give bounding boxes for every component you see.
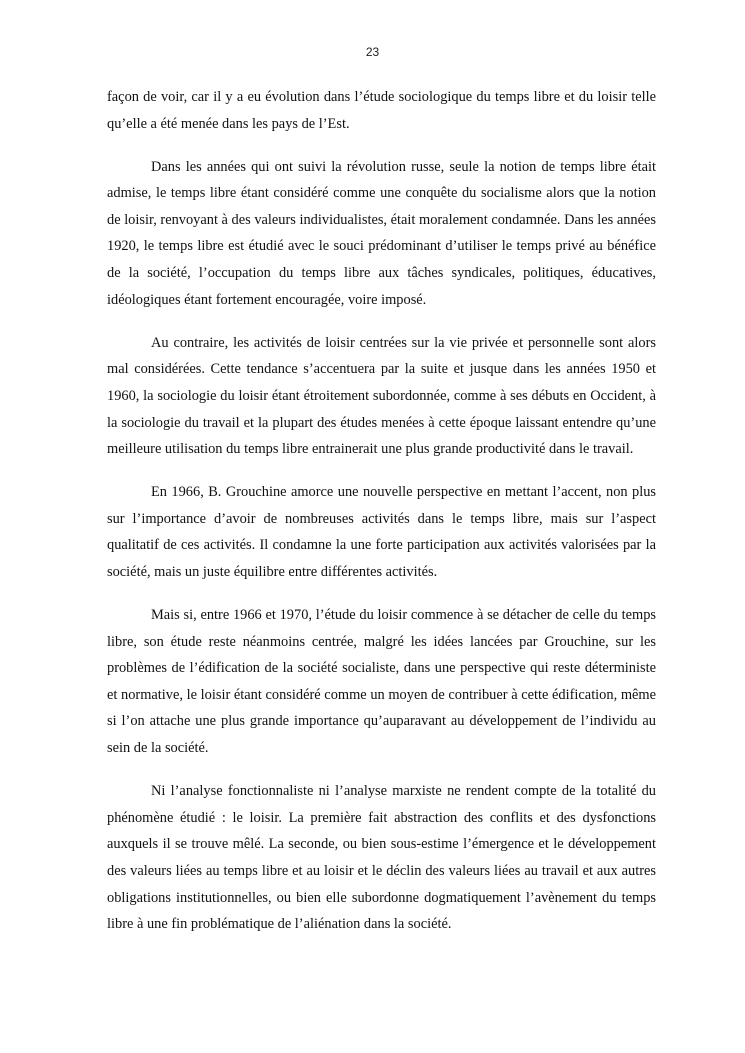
paragraph: Au contraire, les activités de loisir centrées sur la vie privée et personnelle sont alors mal considérées. Cette tendance s’accentuera par la suite et jusque dans les années 1950 et 1960, la sociologie du loisir étant étroitement subordonnée, comme à ses débuts en Occident, à la sociologie du travail et la plupart des études menées à cette époque laissant entendre qu’une meilleure utilisation du temps libre entrainerait une plus grande productivité dans le travail. (107, 334, 656, 458)
paragraph: Dans les années qui ont suivi la révolution russe, seule la notion de temps libre était admise, le temps libre étant considéré comme une conquête du socialisme alors que la notion de loisir, renvoyant à des valeurs individualistes, était moralement condamnée. Dans les années 1920, le temps libre est étudié avec le souci prédominant d’utiliser le temps privé au bénéfice de la société, l’occupation du temps libre aux tâches syndicales, politiques, éducatives, idéologiques étant fortement encouragée, voire imposé. (107, 158, 656, 308)
paragraph: Mais si, entre 1966 et 1970, l’étude du loisir commence à se détacher de celle du temps libre, son étude reste néanmoins centrée, malgré les idées lancées par Grouchine, sur les problèmes de l’édification de la société socialiste, dans une perspective qui reste déterministe et normative, le loisir étant considéré comme un moyen de contribuer à cette édification, même si l’on attache une plus grande importance qu’auparavant au développement de l’individu au sein de la société. (107, 607, 656, 757)
paragraph: Ni l’analyse fonctionnaliste ni l’analyse marxiste ne rendent compte de la totalité du phénomène étudié : le loisir. La première fait abstraction des conflits et des dysfonctions auxquels il se trouve mêlé. La seconde, ou bien sous-estime l’émergence et le développement des valeurs liées au temps libre et au loisir et le déclin des valeurs liées au travail et aux autres obligations institutionnelles, ou bien elle subordonne dogmatiquement l’avènement du temps libre à une fin problématique de l’aliénation dans la société. (107, 783, 656, 933)
body-text (107, 84, 656, 938)
page-number: 23 (365, 45, 380, 59)
paragraph: En 1966, B. Grouchine amorce une nouvelle perspective en mettant l’accent, non plus sur l’importance d’avoir de nombreuses activités dans le temps libre, mais sur l’aspect qualitatif de ces activités. Il condamne la une forte participation aux activités valorisées par la société, mais un juste équilibre entre différentes activités. (107, 484, 656, 580)
paragraph-continuation: façon de voir, car il y a eu évolution dans l’étude sociologique du temps libre et du loisir telle qu’elle a été menée dans les pays de l’Est. (107, 89, 656, 132)
